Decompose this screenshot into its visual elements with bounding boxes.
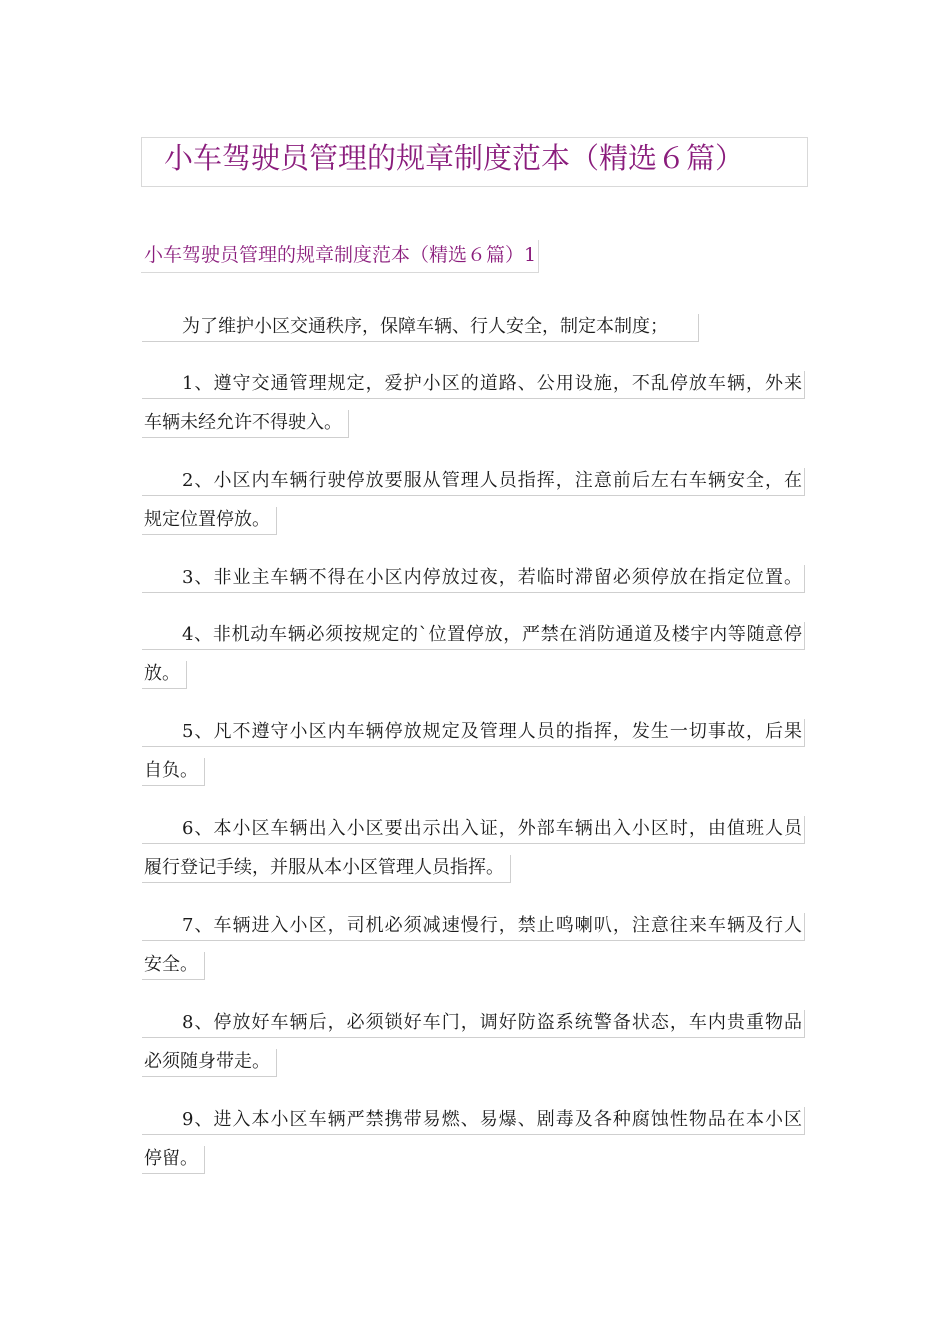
rule-9-line-2: 停留。: [142, 1146, 205, 1174]
rule-7-line-2: 安全。: [142, 952, 205, 980]
rule-2-line-1: 2、小区内车辆行驶停放要服从管理人员指挥，注意前后左右车辆安全，在: [142, 468, 805, 496]
rule-6-line-2: 履行登记手续，并服从本小区管理人员指挥。: [142, 855, 511, 883]
intro-paragraph: 为了维护小区交通秩序，保障车辆、行人安全，制定本制度；: [142, 314, 699, 342]
rule-9-line-1: 9、进入本小区车辆严禁携带易燃、易爆、剧毒及各种腐蚀性物品在本小区: [142, 1107, 805, 1135]
section-title: 小车驾驶员管理的规章制度范本（精选６篇）1: [141, 240, 539, 273]
rule-7-line-1: 7、车辆进入小区，司机必须减速慢行，禁止鸣喇叭，注意往来车辆及行人: [142, 913, 805, 941]
rule-1-line-1: 1、遵守交通管理规定，爱护小区的道路、公用设施，不乱停放车辆，外来: [142, 371, 805, 399]
document-title: 小车驾驶员管理的规章制度范本（精选６篇）: [164, 141, 745, 175]
rule-4-line-2: 放。: [142, 661, 187, 689]
rule-8-line-2: 必须随身带走。: [142, 1049, 277, 1077]
rule-3-line-1: 3、非业主车辆不得在小区内停放过夜，若临时滞留必须停放在指定位置。: [142, 565, 805, 593]
rule-4-line-1: 4、非机动车辆必须按规定的`位置停放，严禁在消防通道及楼宇内等随意停: [142, 622, 805, 650]
rule-6-line-1: 6、本小区车辆出入小区要出示出入证，外部车辆出入小区时，由值班人员: [142, 816, 805, 844]
rule-1-line-2: 车辆未经允许不得驶入。: [142, 410, 349, 438]
rule-5-line-2: 自负。: [142, 758, 205, 786]
rule-2-line-2: 规定位置停放。: [142, 507, 277, 535]
rule-5-line-1: 5、凡不遵守小区内车辆停放规定及管理人员的指挥，发生一切事故，后果: [142, 719, 805, 747]
document-title-box: [141, 137, 808, 187]
rule-8-line-1: 8、停放好车辆后，必须锁好车门，调好防盗系统警备状态，车内贵重物品: [142, 1010, 805, 1038]
